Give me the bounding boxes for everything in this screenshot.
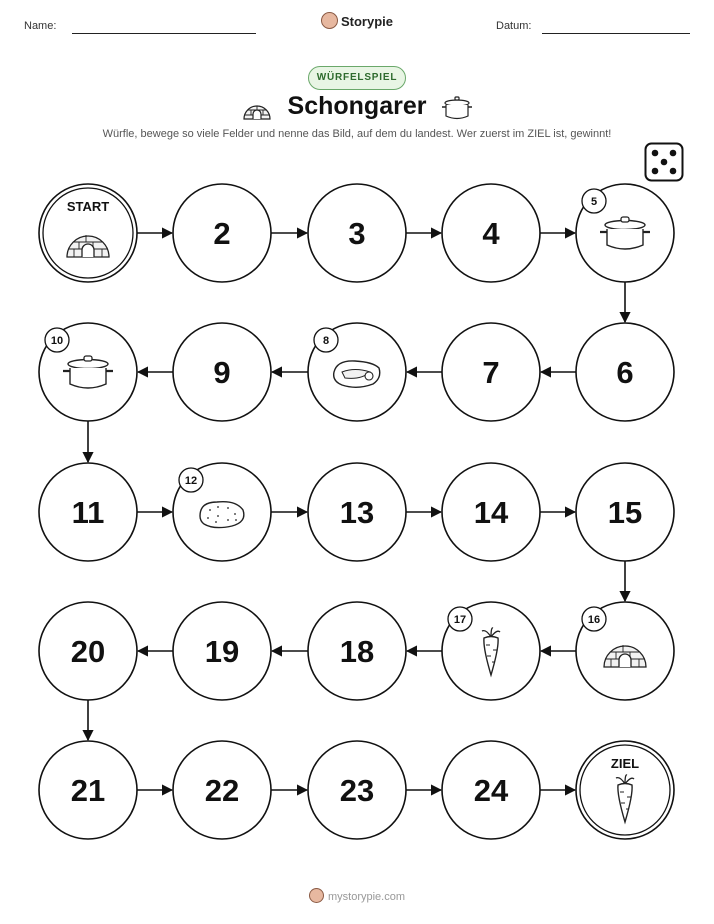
cell-number: 16 bbox=[587, 614, 601, 626]
brand-name: Storypie bbox=[340, 14, 393, 29]
board-cell bbox=[576, 741, 674, 839]
board-cell bbox=[442, 602, 540, 700]
cell-number: 7 bbox=[482, 355, 500, 390]
board-cell bbox=[576, 463, 674, 561]
cell-number: 5 bbox=[590, 196, 598, 208]
board-cell bbox=[308, 602, 406, 700]
board-cell bbox=[576, 323, 674, 421]
cell-number: 14 bbox=[473, 495, 509, 530]
board-cell bbox=[173, 741, 271, 839]
board-cell bbox=[39, 741, 137, 839]
cell-label: ZIEL bbox=[610, 756, 640, 771]
footer-url[interactable]: mystorypie.com bbox=[327, 891, 406, 903]
cell-number: 22 bbox=[204, 773, 240, 808]
board-cell bbox=[173, 602, 271, 700]
board-cell bbox=[308, 463, 406, 561]
footer bbox=[0, 888, 714, 903]
cell-number: 3 bbox=[348, 216, 366, 251]
steak-icon bbox=[334, 361, 380, 387]
cell-number: 20 bbox=[70, 634, 106, 669]
date-label: Datum: bbox=[496, 20, 532, 32]
name-label: Name: bbox=[24, 20, 57, 32]
board-cell bbox=[39, 602, 137, 700]
cell-number: 4 bbox=[482, 216, 500, 251]
board-cells bbox=[39, 184, 674, 839]
board-cell bbox=[39, 323, 137, 421]
cell-number: 11 bbox=[71, 495, 105, 530]
cell-label: START bbox=[66, 199, 110, 214]
board-cell bbox=[173, 323, 271, 421]
board-cell bbox=[442, 463, 540, 561]
board-cell bbox=[308, 741, 406, 839]
cell-number: 6 bbox=[616, 355, 634, 390]
board-cell bbox=[308, 184, 406, 282]
board-cell bbox=[576, 184, 674, 282]
board-cell bbox=[39, 184, 137, 282]
cell-number: 18 bbox=[339, 634, 375, 669]
page-title: Schongarer bbox=[287, 92, 427, 120]
board-cell bbox=[442, 323, 540, 421]
board-cell bbox=[173, 184, 271, 282]
board-cell bbox=[442, 741, 540, 839]
cell-number: 8 bbox=[322, 335, 330, 347]
cell-number: 9 bbox=[213, 355, 231, 390]
board-cell bbox=[173, 463, 271, 561]
potato-icon bbox=[200, 502, 244, 528]
bear-icon bbox=[309, 888, 324, 903]
board-cell bbox=[39, 463, 137, 561]
cell-number: 23 bbox=[339, 773, 375, 808]
game-type-badge: WÜRFELSPIEL bbox=[308, 66, 406, 90]
board-cell bbox=[442, 184, 540, 282]
cell-number: 12 bbox=[184, 475, 198, 487]
cell-number: 2 bbox=[213, 216, 231, 251]
cell-number: 10 bbox=[50, 335, 64, 347]
cell-number: 17 bbox=[453, 614, 467, 626]
cell-number: 13 bbox=[339, 495, 375, 530]
cell-number: 24 bbox=[473, 773, 509, 808]
board-cell bbox=[308, 323, 406, 421]
cell-number: 15 bbox=[607, 495, 643, 530]
board-cell bbox=[576, 602, 674, 700]
instructions: Würfle, bewege so viele Felder und nenne das Bild, auf dem du landest. Wer zuerst im ZIEL ist, gewinnt! bbox=[102, 128, 612, 140]
cell-number: 21 bbox=[70, 773, 106, 808]
cell-number: 19 bbox=[204, 634, 240, 669]
